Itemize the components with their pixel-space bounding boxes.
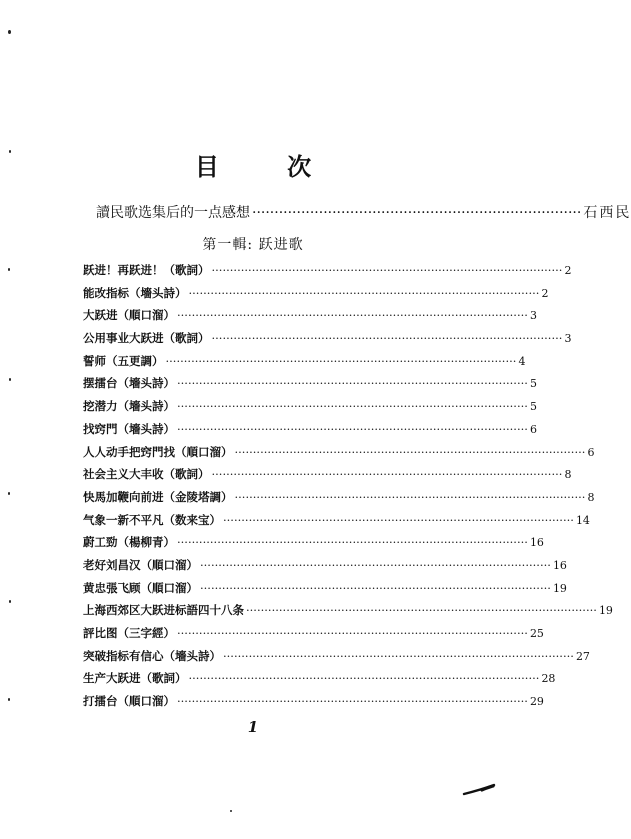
scan-speck xyxy=(230,810,232,812)
scan-speck xyxy=(8,30,11,34)
toc-entry-label: 跃进！再跃进！（歌詞） xyxy=(83,263,210,277)
toc-entry-page: 29 xyxy=(529,695,544,709)
leader-dots: ································································································ xyxy=(234,489,586,504)
scan-speck xyxy=(9,378,11,381)
toc-entry xyxy=(83,421,537,444)
toc-entry xyxy=(83,670,556,693)
leader-dots: ································································································ xyxy=(211,263,563,277)
toc-entry xyxy=(83,444,595,467)
leader-dots: ································································································ xyxy=(177,399,528,414)
toc-entry xyxy=(83,648,590,671)
scan-speck xyxy=(8,268,10,271)
scan-speck xyxy=(9,600,11,603)
toc-entry-label: 評比图（三字經） xyxy=(83,626,175,640)
toc-entry xyxy=(83,557,567,580)
leader-dots: ································································································ xyxy=(165,353,517,368)
toc-entry-label: 快馬加鞭向前进（金陵塔調） xyxy=(83,489,233,504)
leader-dots: ································································································ xyxy=(246,603,597,618)
leader-dots: ································································································ xyxy=(223,512,574,527)
toc-entry xyxy=(83,398,537,421)
toc-entry-label: 打擂台（順口溜） xyxy=(83,694,175,709)
toc-entry-label: 挖潜力（墻头詩） xyxy=(83,399,175,414)
toc-entry xyxy=(83,330,572,353)
page-title: 目 次 xyxy=(194,152,342,181)
toc-entry-page: 28 xyxy=(541,672,556,686)
scan-speck xyxy=(9,150,11,153)
toc-entry-page: 8 xyxy=(564,468,572,482)
leader-dots: ································································································ xyxy=(200,580,551,595)
toc-entry xyxy=(83,262,572,285)
toc-entry-page: 5 xyxy=(529,400,537,414)
leader-dots: ································································································ xyxy=(177,308,528,323)
toc-entry-label: 老好刘昌汉（順口溜） xyxy=(83,557,198,572)
toc-entry-label: 摆擂台（墻头詩） xyxy=(83,376,175,391)
toc-entry-page: 8 xyxy=(587,490,595,504)
leader-dots: ································································································ xyxy=(223,648,574,663)
toc-entry-page: 2 xyxy=(564,264,572,277)
toc-entry-label: 能改指标（墻头詩） xyxy=(83,285,187,300)
toc-entry-page: 14 xyxy=(575,513,590,527)
pen-mark xyxy=(462,782,496,798)
toc-entry-page: 5 xyxy=(529,377,537,391)
leader-dots: ································································································ xyxy=(200,557,551,572)
toc-entry-page: 16 xyxy=(552,558,567,572)
leader-dots: ································································································ xyxy=(177,421,528,436)
leader-dots: ································································································ xyxy=(211,331,563,346)
toc-entry xyxy=(83,512,590,535)
toc-entry-page: 6 xyxy=(587,445,595,459)
toc-entry xyxy=(83,625,544,648)
toc-entry-label: 找窍門（墻头詩） xyxy=(83,421,175,436)
toc-entry xyxy=(83,602,613,625)
toc-entry-page: 19 xyxy=(552,581,567,595)
leader-dots: ································································································ xyxy=(177,626,528,640)
preface-entry xyxy=(96,202,631,222)
scan-speck xyxy=(8,698,10,701)
toc-entry-label: 生产大跃进（歌詞） xyxy=(83,671,187,686)
toc-entry-label: 气象一新不平凡（数来宝） xyxy=(83,512,221,527)
toc-entry-page: 3 xyxy=(529,309,537,323)
leader-dots: ································································································ xyxy=(177,376,528,391)
toc-entry xyxy=(83,285,549,308)
toc-entry xyxy=(83,489,595,512)
toc-entry xyxy=(83,307,537,330)
leader-dots: ·········································································· xyxy=(252,205,582,221)
section-title: 第一輯: 跃进歌 xyxy=(202,237,304,253)
toc-entry xyxy=(83,534,544,557)
toc-entry-label: 突破指标有信心（墻头詩） xyxy=(83,648,221,663)
toc-entry-page: 2 xyxy=(541,286,549,300)
toc-entry-label: 誓师（五更調） xyxy=(83,353,164,368)
preface-author: 石西民 xyxy=(583,205,631,221)
page-number: 1 xyxy=(247,718,259,736)
toc-entry-label: 人人动手把窍門找（順口溜） xyxy=(83,444,233,459)
leader-dots: ································································································ xyxy=(188,671,540,686)
toc-entry-page: 3 xyxy=(564,332,572,346)
preface-label: 讀民歌选集后的一点感想 xyxy=(96,205,250,221)
toc-entry-page: 16 xyxy=(529,536,544,550)
toc-entry-label: 上海西郊区大跃进标語四十八条 xyxy=(83,603,244,618)
toc-entry-page: 6 xyxy=(529,422,537,436)
toc-entry xyxy=(83,466,572,489)
toc-entry-label: 公用事业大跃进（歌詞） xyxy=(83,331,210,346)
toc-entry-label: 黄忠張飞顾（順口溜） xyxy=(83,580,198,595)
toc-entry xyxy=(83,693,544,716)
toc-entry-label: 大跃进（順口溜） xyxy=(83,308,175,323)
toc-entry-label: 蔚工勁（楊柳青） xyxy=(83,535,175,550)
leader-dots: ································································································ xyxy=(234,444,586,459)
toc-entry-page: 27 xyxy=(575,649,590,663)
toc-entry-label: 社会主义大丰收（歌詞） xyxy=(83,467,210,482)
toc-entry xyxy=(83,580,567,603)
toc-entry-page: 25 xyxy=(529,627,544,640)
toc-list xyxy=(83,262,613,716)
toc-entry xyxy=(83,375,537,398)
leader-dots: ································································································ xyxy=(177,535,528,550)
scan-speck xyxy=(8,492,10,495)
leader-dots: ································································································ xyxy=(211,467,563,482)
leader-dots: ································································································ xyxy=(177,694,528,709)
leader-dots: ································································································ xyxy=(188,285,540,300)
toc-entry xyxy=(83,353,526,376)
toc-entry-page: 19 xyxy=(598,604,613,618)
toc-entry-page: 4 xyxy=(518,354,526,368)
